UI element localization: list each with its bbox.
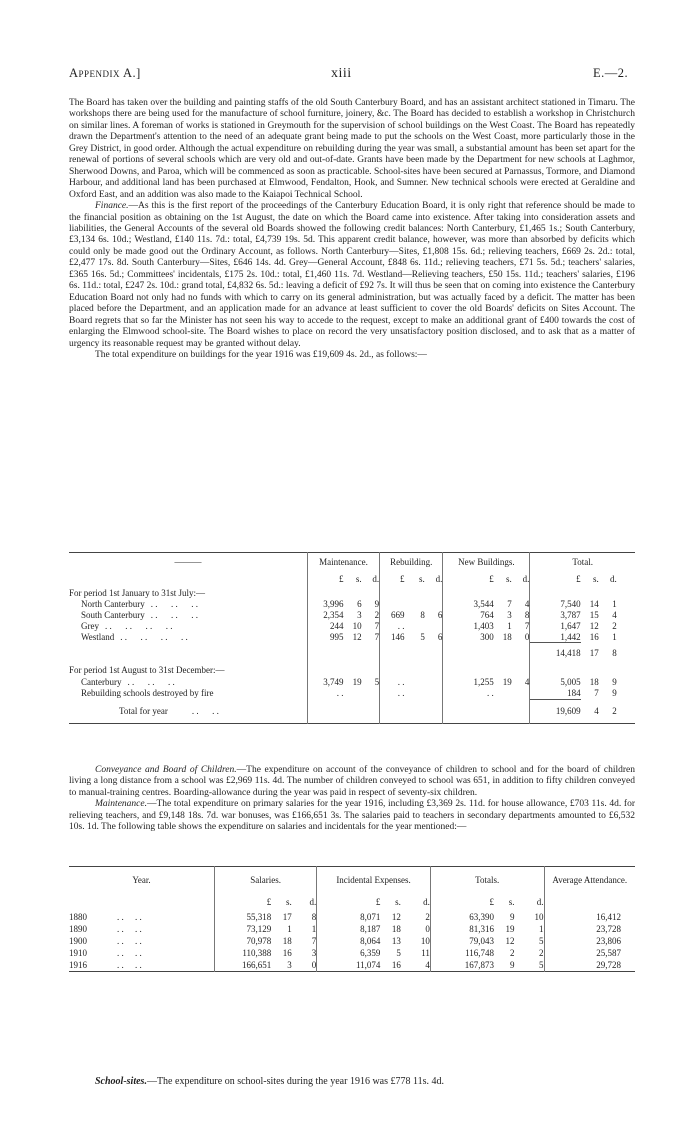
incidental-pounds: 8,071 bbox=[360, 912, 381, 922]
trailing-spacer bbox=[617, 699, 635, 724]
totals-pounds: 79,043 bbox=[469, 936, 495, 946]
salaries-pounds: 110,388 bbox=[242, 948, 272, 958]
attendance-value: 25,587 bbox=[596, 948, 621, 958]
new-buildings-pounds: 3,544 bbox=[473, 598, 494, 609]
blank-cell bbox=[530, 587, 581, 598]
leader-dots: . . . . bbox=[117, 912, 142, 922]
blank-cell bbox=[581, 663, 599, 677]
table-row bbox=[69, 935, 635, 947]
rebuilding-shillings bbox=[404, 688, 424, 700]
salaries-unit-pounds: £ bbox=[266, 897, 272, 907]
new-buildings-pence: 4 bbox=[512, 598, 530, 609]
blank-cell bbox=[307, 587, 343, 598]
maintenance-pence: 5 bbox=[362, 677, 380, 688]
blank-cell bbox=[443, 699, 494, 724]
trailing-spacer bbox=[617, 677, 635, 688]
new-buildings-pence: 7 bbox=[512, 620, 530, 631]
blank-cell bbox=[512, 643, 530, 663]
maintenance-shillings: 19 bbox=[352, 677, 362, 687]
table-row bbox=[69, 923, 635, 935]
maintenance-pounds: . . bbox=[336, 688, 344, 699]
leader-dots: . . . . bbox=[117, 960, 142, 970]
rebuilding-pounds: . . bbox=[397, 688, 405, 699]
incidental-pence: 0 bbox=[401, 923, 431, 935]
leader-dots: . . . . . . bbox=[150, 598, 198, 609]
attendance-value: 23,806 bbox=[596, 936, 621, 946]
rebuilding-pence: 6 bbox=[425, 609, 443, 620]
blank-cell bbox=[544, 893, 635, 911]
label-spacer bbox=[69, 571, 307, 587]
district-name: Grey bbox=[81, 620, 99, 631]
maintenance-pence bbox=[362, 688, 380, 700]
salaries-pence: 0 bbox=[292, 959, 317, 972]
school-sites-text: —The expenditure on school-sites during the year 1916 was £778 11s. 4d. bbox=[146, 1076, 445, 1087]
trailing-spacer bbox=[617, 688, 635, 700]
totals-unit-pence: d. bbox=[514, 893, 544, 911]
new-buildings-unit-pounds: £ bbox=[489, 574, 494, 584]
rebuilding-shillings: 5 bbox=[420, 631, 425, 642]
total-unit-pence: d. bbox=[610, 574, 617, 584]
grand-total-shillings: 4 bbox=[594, 706, 599, 716]
blank-cell bbox=[344, 643, 362, 663]
rebuilding-shillings bbox=[404, 677, 424, 688]
totals-pounds: 167,873 bbox=[464, 960, 495, 970]
maintenance-unit-pence: d. bbox=[362, 571, 380, 587]
column-header-attendance: Average Attendance. bbox=[552, 875, 628, 885]
conveyance-text: —The expenditure on account of the conveyance of children to school and for the board of children living a long distance from a school was £2,969 11s. 4d. The number of children conveyed to school was 651, in addition to fifty children conveyed to manual-training centres. Boarding-allowance during the year was paid in respect of seventy-six children. bbox=[69, 765, 635, 798]
blank-cell bbox=[307, 643, 343, 663]
salaries-pence: 8 bbox=[292, 911, 317, 923]
header-report-code: E.—2. bbox=[593, 66, 629, 80]
rebuilding-shillings: 8 bbox=[420, 609, 425, 620]
intro-paragraph: The Board has taken over the building and painting staffs of the old South Canterbury Board, and has an assistant architect stationed in Timaru. The workshops there are being used for the manufacture of school furniture, joinery, &c. The Board has decided to establish a workshop in Christchurch on similar lines. A foreman of works is stationed in Greymouth for the supervision of school buildings on the West Coast. The Board has repeatedly drawn the Department's attention to the need of an adequate grant being made to put the schools on the West Coast, more particularly those in the Grey District, in good order. Although the actual expenditure on rebuilding during the year was small, a substantial amount has been set apart for the renewal of portions of several schools which are very old and out-of-date. Grants have been made by the Department for new schools at Laghmor, Sherwood Downs, and Paroa, which will be commenced as soon as practicable. School-sites have been secured at Parnassus, Tormore, and Diamond Harbour, and additional land has been purchased at Elmwood, Fendalton, Hook, and Sumner. New technical schools were erected at Geraldine and Oxford East, and an addition was also made to the Kaiapoi Technical School. bbox=[69, 98, 635, 200]
leader-dots: . . . . bbox=[117, 948, 142, 958]
rebuilding-pence bbox=[425, 620, 443, 631]
column-header-totals: Totals. bbox=[430, 867, 544, 894]
blank-cell bbox=[599, 663, 617, 677]
incidental-unit-shillings: s. bbox=[395, 897, 401, 907]
salaries-unit-shillings: s. bbox=[285, 897, 292, 907]
conveyance-heading: Conveyance and Board of Children. bbox=[95, 765, 237, 775]
period-2-label: For period 1st August to 31st December:— bbox=[69, 663, 307, 677]
blank-cell bbox=[380, 699, 405, 724]
table-header-row bbox=[69, 553, 635, 572]
new-buildings-pence: 4 bbox=[512, 677, 530, 688]
total-pence: 1 bbox=[612, 631, 617, 642]
maintenance-pence: 9 bbox=[362, 598, 380, 609]
buildings-expenditure-table bbox=[69, 552, 635, 724]
year-value: 1910 bbox=[69, 948, 87, 958]
blank-cell bbox=[530, 663, 581, 677]
totals-unit-shillings: s. bbox=[508, 897, 515, 907]
incidental-pence: 2 bbox=[401, 911, 431, 923]
row-label bbox=[69, 677, 307, 688]
blank-cell bbox=[494, 587, 512, 598]
salaries-pounds: 166,651 bbox=[242, 960, 272, 970]
maintenance-text: —The total expenditure on primary salaries for the year 1916, including £3,369 2s. 11d. for house allowance, £703 11s. 4d. for relieving teachers, and £9,148 18s. 7d. war bonuses, was £166,651 3s. The salaries paid to teachers in secondary departments amounted to £6,532 10s. 1d. The following table shows the expenditure on salaries and incidentals for the year mentioned:— bbox=[69, 799, 635, 833]
total-label: Total for year bbox=[119, 706, 168, 716]
row-label bbox=[69, 598, 307, 609]
maintenance-shillings: 6 bbox=[357, 598, 362, 609]
blank-cell bbox=[362, 699, 380, 724]
blank-cell bbox=[307, 699, 343, 724]
attendance-value: 23,728 bbox=[596, 924, 621, 934]
totals-shillings: 19 bbox=[505, 924, 515, 934]
total-shillings: 14 bbox=[589, 598, 599, 609]
blank-cell bbox=[380, 663, 405, 677]
new-buildings-pounds: 1,255 bbox=[473, 677, 494, 687]
leader-dots: . . . . bbox=[117, 936, 142, 946]
trailing-spacer bbox=[617, 631, 635, 643]
maintenance-shillings bbox=[344, 688, 362, 700]
incidental-shillings: 18 bbox=[391, 924, 401, 934]
blank-cell bbox=[512, 663, 530, 677]
row-label bbox=[69, 609, 307, 620]
total-pounds: 7,540 bbox=[560, 598, 581, 609]
new-buildings-pence bbox=[512, 688, 530, 700]
rebuilding-pounds: . . bbox=[397, 620, 405, 631]
finance-heading: Finance. bbox=[95, 201, 129, 212]
new-buildings-pounds: 1,403 bbox=[473, 620, 494, 631]
district-name: Rebuilding schools destroyed by fire bbox=[81, 688, 214, 699]
row-label bbox=[69, 688, 307, 700]
salaries-shillings: 18 bbox=[282, 936, 292, 946]
school-sites-heading: School-sites. bbox=[95, 1076, 147, 1087]
subtotal-pence: 8 bbox=[612, 647, 617, 658]
maintenance-heading: Maintenance. bbox=[95, 799, 147, 810]
incidental-pounds: 6,359 bbox=[360, 948, 381, 958]
incidental-pence: 4 bbox=[401, 959, 431, 972]
new-buildings-shillings: 19 bbox=[502, 677, 512, 687]
blank-cell bbox=[344, 587, 362, 598]
blank-cell bbox=[404, 587, 424, 598]
rebuilding-pounds: 669 bbox=[390, 609, 405, 620]
blank-cell bbox=[599, 587, 617, 598]
school-sites-block bbox=[69, 1076, 635, 1087]
rebuilding-pounds bbox=[380, 598, 405, 609]
salaries-header-row bbox=[69, 867, 635, 894]
maintenance-pounds: 2,354 bbox=[323, 609, 344, 620]
totals-pence: 1 bbox=[514, 923, 544, 935]
salaries-table bbox=[69, 866, 635, 972]
total-shillings: 16 bbox=[589, 631, 599, 642]
year-cell bbox=[69, 923, 214, 935]
rebuilding-pence bbox=[425, 688, 443, 700]
salaries-shillings: 16 bbox=[282, 948, 292, 958]
total-shillings: 7 bbox=[594, 688, 599, 699]
totals-pence: 2 bbox=[514, 947, 544, 959]
finance-paragraph bbox=[69, 201, 635, 350]
totals-shillings: 2 bbox=[509, 948, 515, 958]
total-shillings: 18 bbox=[589, 677, 599, 687]
incidental-pence: 10 bbox=[401, 935, 431, 947]
year-cell bbox=[69, 935, 214, 947]
incidental-unit-pounds: £ bbox=[375, 897, 381, 907]
incidental-shillings: 12 bbox=[391, 912, 401, 922]
leader-dots: . . . . . . . . bbox=[120, 631, 188, 642]
column-header-total: Total. bbox=[572, 557, 593, 567]
grand-total-pounds: 19,609 bbox=[530, 699, 581, 724]
trailing-spacer bbox=[617, 598, 635, 609]
new-buildings-unit-pence: d. bbox=[512, 571, 530, 587]
incidental-unit-pence: d. bbox=[401, 893, 431, 911]
total-pounds: 1,647 bbox=[560, 620, 581, 631]
blank-cell bbox=[307, 663, 343, 677]
maintenance-pounds: 3,749 bbox=[323, 677, 344, 687]
total-pounds: 184 bbox=[567, 688, 581, 698]
maintenance-shillings: 12 bbox=[352, 631, 362, 642]
subtotal-shillings: 17 bbox=[589, 647, 599, 658]
blank-cell bbox=[443, 587, 494, 598]
salaries-pounds: 70,978 bbox=[246, 936, 272, 946]
rebuilding-pence bbox=[425, 598, 443, 609]
maintenance-shillings: 10 bbox=[352, 620, 362, 631]
new-buildings-shillings: 3 bbox=[507, 609, 512, 620]
totals-shillings: 9 bbox=[509, 960, 515, 970]
column-header-rebuilding: Rebuilding. bbox=[380, 553, 443, 572]
lsd-unit-row bbox=[69, 571, 635, 587]
total-unit-shillings: s. bbox=[592, 574, 599, 584]
header-appendix: Appendix A.] bbox=[69, 66, 141, 80]
school-sites-paragraph bbox=[69, 1076, 635, 1087]
label-spacer bbox=[69, 643, 307, 663]
totals-pence: 10 bbox=[514, 911, 544, 923]
trailing-spacer bbox=[617, 571, 635, 587]
year-cell bbox=[69, 959, 214, 972]
table-row bbox=[69, 688, 635, 700]
leader-dots: . . . . bbox=[117, 924, 142, 934]
new-buildings-pence: 0 bbox=[512, 631, 530, 643]
rebuilding-pence: 6 bbox=[425, 631, 443, 643]
new-buildings-pounds: 300 bbox=[480, 631, 494, 642]
new-buildings-pounds: 764 bbox=[480, 609, 494, 620]
incidental-pounds: 8,187 bbox=[360, 924, 381, 934]
blank-cell bbox=[494, 643, 512, 663]
totals-pence: 5 bbox=[514, 959, 544, 972]
rebuilding-unit-pence: d. bbox=[425, 571, 443, 587]
trailing-spacer bbox=[617, 609, 635, 620]
year-value: 1880 bbox=[69, 912, 87, 922]
rebuilding-unit-shillings: s. bbox=[419, 574, 425, 584]
blank-cell bbox=[404, 699, 424, 724]
conveyance-paragraph bbox=[69, 765, 635, 799]
finance-text: —As this is the first report of the proceedings of the Canterbury Education Board, it is only right that reference should be made to the financial position as obtaining on the 1st August, the date on which the Board came into existence. After taking into consideration assets and liabilities, the General Accounts of the several old Boards showed the following credit balances: North Canterbury, £1,465 1s.; South Canterbury, £3,134 6s. 10d.; Westland, £140 11s. 7d.: total, £4,739 19s. 5d. This apparent credit balance, however, was more than absorbed by deficits which could only be made good out the Ordinary Account, as follows. North Canterbury—Sites, £1,808 15s. 6d.; relieving teachers, £669 2s. 2d.: total, £2,477 17s. 8d. South Canterbury—Sites, £646 14s. 4d. Grey—General Account, £848 6s. 11d.; relieving teachers, £71 5s. 5d.; teachers' salaries, £365 16s. 5d.; Committees' incidentals, £175 2s. 10d.: total, £1,460 11s. 7d. Westland—Relieving teachers, £50 15s. 11d.; teachers' salaries, £196 6s. 11d.: total, £247 2s. 10d.: grand total, £4,832 6s. 5d.: leaving a deficit of £92 7s. It will thus be seen that on coming into existence the Canterbury Education Board not only had no funds with which to carry on its general administration, but was actually faced by a deficit. The matter has been placed before the Department, and an application made for an advance at least sufficient to cover the old Boards' deficits on Sites Account. The Board regrets that so far the Minister has not seen his way to accede to the request, except to make an additional grant of £400 towards the cost of enlarging the Elmwood school-site. The Board wishes to place on record the very unsatisfactory position disclosed, and to ask that as a matter of urgency its reasonable request may be granted without delay. bbox=[69, 201, 635, 349]
table-row bbox=[69, 959, 635, 972]
totals-pounds: 81,316 bbox=[469, 924, 495, 934]
incidental-shillings: 5 bbox=[396, 948, 401, 958]
blank-cell bbox=[443, 663, 494, 677]
salaries-shillings: 1 bbox=[287, 924, 292, 934]
rebuilding-unit-pounds: £ bbox=[399, 574, 405, 584]
blank-cell bbox=[425, 699, 443, 724]
maintenance-unit-pounds: £ bbox=[339, 574, 344, 584]
total-pounds: 3,787 bbox=[560, 609, 581, 620]
rebuilding-pounds: 146 bbox=[390, 631, 405, 642]
table-row bbox=[69, 677, 635, 688]
district-name: South Canterbury bbox=[81, 609, 145, 620]
blank-cell bbox=[443, 643, 494, 663]
table-row bbox=[69, 947, 635, 959]
year-cell bbox=[69, 947, 214, 959]
column-header-incidental: Incidental Expenses. bbox=[317, 867, 431, 894]
new-buildings-shillings: 18 bbox=[502, 631, 512, 642]
rebuilding-pence bbox=[425, 677, 443, 688]
attendance-value: 16,412 bbox=[596, 912, 621, 922]
blank-cell bbox=[404, 663, 424, 677]
blank-cell bbox=[380, 643, 405, 663]
totals-shillings: 12 bbox=[505, 936, 515, 946]
blank-cell bbox=[512, 699, 530, 724]
blank-cell bbox=[512, 587, 530, 598]
blank-cell bbox=[362, 663, 380, 677]
blank-cell bbox=[581, 587, 599, 598]
table-row bbox=[69, 598, 635, 609]
period-1-row bbox=[69, 587, 635, 598]
maintenance-unit-shillings: s. bbox=[355, 574, 362, 584]
header-page-number: xiii bbox=[331, 66, 352, 81]
trailing-spacer bbox=[617, 643, 635, 663]
blank-cell bbox=[404, 643, 424, 663]
leader-dots: . . . . . . bbox=[150, 609, 198, 620]
total-pence: 4 bbox=[612, 609, 617, 620]
row-label bbox=[69, 620, 307, 631]
rebuilding-shillings bbox=[404, 620, 424, 631]
maintenance-paragraph bbox=[69, 799, 635, 833]
maintenance-pounds: 995 bbox=[330, 631, 344, 642]
maintenance-pence: 7 bbox=[362, 620, 380, 631]
salaries-pounds: 73,129 bbox=[246, 924, 272, 934]
document-body bbox=[69, 98, 635, 361]
new-buildings-unit-shillings: s. bbox=[506, 574, 512, 584]
trailing-spacer bbox=[617, 620, 635, 631]
attendance-value: 29,728 bbox=[596, 960, 621, 970]
blank-cell bbox=[344, 699, 362, 724]
blank-cell bbox=[494, 699, 512, 724]
blank-cell bbox=[425, 663, 443, 677]
total-pounds: 1,442 bbox=[560, 631, 581, 642]
leader-dots: . . . . . . . . bbox=[105, 620, 173, 631]
blank-cell bbox=[425, 643, 443, 663]
new-buildings-shillings: 1 bbox=[507, 620, 512, 631]
total-pence: 9 bbox=[612, 688, 617, 699]
totals-pounds: 116,748 bbox=[465, 948, 495, 958]
document-body-middle bbox=[69, 765, 635, 834]
new-buildings-pence: 8 bbox=[512, 609, 530, 620]
total-unit-pounds: £ bbox=[576, 574, 581, 584]
blank-cell bbox=[362, 587, 380, 598]
maintenance-shillings: 3 bbox=[357, 609, 362, 620]
totals-unit-pounds: £ bbox=[489, 897, 495, 907]
district-name: Canterbury bbox=[81, 677, 122, 687]
year-value: 1890 bbox=[69, 924, 87, 934]
salaries-pounds: 55,318 bbox=[246, 912, 272, 922]
total-shillings: 15 bbox=[589, 609, 599, 620]
period-1-label: For period 1st January to 31st July:— bbox=[69, 587, 307, 598]
blank-cell bbox=[362, 643, 380, 663]
table-row bbox=[69, 609, 635, 620]
incidental-shillings: 13 bbox=[391, 936, 401, 946]
salaries-shillings: 3 bbox=[287, 960, 292, 970]
period-2-row bbox=[69, 663, 635, 677]
salaries-shillings: 17 bbox=[282, 912, 292, 922]
rebuilding-shillings bbox=[404, 598, 424, 609]
table-row bbox=[69, 620, 635, 631]
lsd-unit-row bbox=[69, 893, 635, 911]
column-header-maintenance: Maintenance. bbox=[307, 553, 379, 572]
grand-total-pence: 2 bbox=[612, 706, 617, 716]
blank-cell bbox=[344, 663, 362, 677]
new-buildings-pounds: . . bbox=[486, 688, 494, 699]
salaries-unit-pence: d. bbox=[292, 893, 317, 911]
blank-cell bbox=[425, 587, 443, 598]
year-cell bbox=[69, 911, 214, 923]
new-buildings-shillings: 7 bbox=[507, 598, 512, 609]
district-name: North Canterbury bbox=[81, 598, 145, 609]
leader-dots: . . . . . . bbox=[127, 677, 175, 687]
incidental-pounds: 11,074 bbox=[355, 960, 381, 970]
totals-pounds: 63,390 bbox=[469, 912, 495, 922]
maintenance-pence: 7 bbox=[362, 631, 380, 643]
blank-cell bbox=[617, 587, 635, 598]
blank-cell bbox=[494, 663, 512, 677]
table-row bbox=[69, 631, 635, 643]
salaries-pence: 1 bbox=[292, 923, 317, 935]
incidental-shillings: 16 bbox=[391, 960, 401, 970]
column-header-salaries: Salaries. bbox=[214, 867, 316, 894]
year-value: 1900 bbox=[69, 936, 87, 946]
total-expenditure-line: The total expenditure on buildings for the year 1916 was £19,609 4s. 2d., as follows:— bbox=[95, 349, 427, 360]
total-label-cell bbox=[69, 699, 307, 724]
column-header-new-buildings: New Buildings. bbox=[443, 553, 530, 572]
salaries-pence: 7 bbox=[292, 935, 317, 947]
subtotal-pounds: 14,418 bbox=[530, 643, 581, 663]
incidental-pence: 11 bbox=[401, 947, 431, 959]
maintenance-pounds: 3,996 bbox=[323, 598, 344, 609]
maintenance-pence: 2 bbox=[362, 609, 380, 620]
incidental-pounds: 8,064 bbox=[360, 936, 381, 946]
column-header-year: Year. bbox=[69, 867, 214, 894]
table-row bbox=[69, 911, 635, 923]
district-name: Westland bbox=[81, 631, 115, 642]
totals-pence: 5 bbox=[514, 935, 544, 947]
rebuilding-pounds: . . bbox=[397, 677, 405, 687]
year-value: 1916 bbox=[69, 960, 87, 970]
maintenance-pounds: 244 bbox=[330, 620, 344, 631]
total-shillings: 12 bbox=[589, 620, 599, 631]
table-header-blank: ——— bbox=[69, 553, 307, 572]
totals-shillings: 9 bbox=[509, 912, 515, 922]
total-pence: 1 bbox=[612, 598, 617, 609]
blank-cell bbox=[380, 587, 405, 598]
total-pence: 2 bbox=[612, 620, 617, 631]
total-row bbox=[69, 699, 635, 724]
salaries-pence: 3 bbox=[292, 947, 317, 959]
blank-cell bbox=[617, 663, 635, 677]
label-spacer bbox=[69, 893, 214, 911]
new-buildings-shillings bbox=[494, 688, 512, 700]
leader-dots: . . . . bbox=[191, 706, 219, 716]
row-label bbox=[69, 631, 307, 643]
total-pence: 9 bbox=[612, 677, 617, 687]
total-pounds: 5,005 bbox=[560, 677, 581, 687]
subtotal-row bbox=[69, 643, 635, 663]
